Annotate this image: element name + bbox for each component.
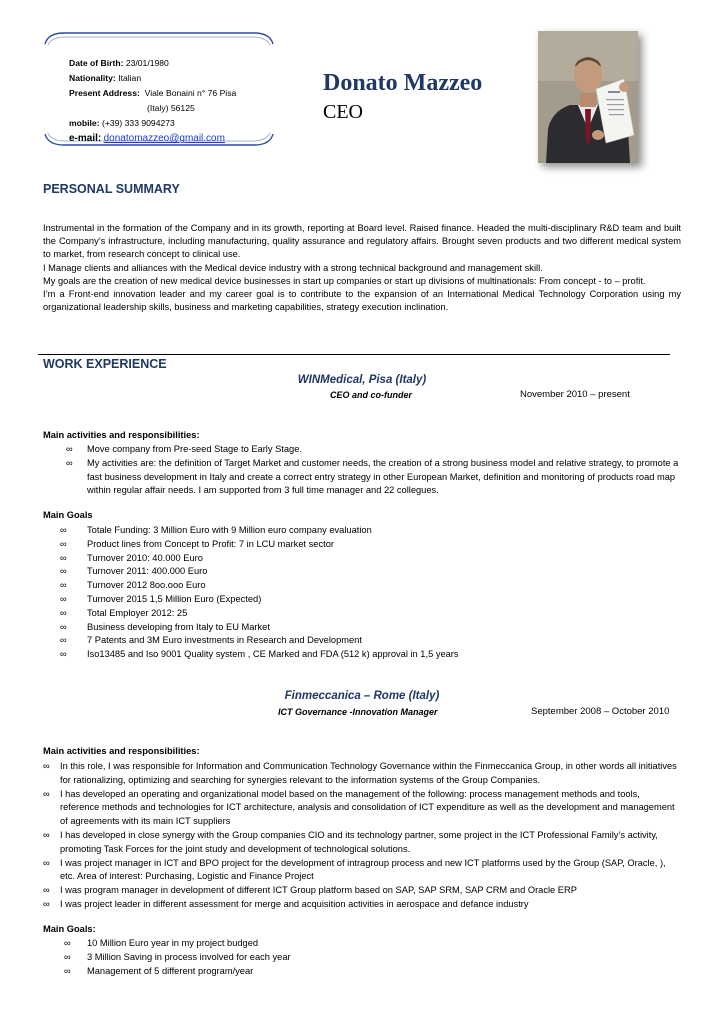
nationality-row: Nationality: Italian	[69, 73, 142, 83]
list-item: ∞ Turnover 2011: 400.000 Euro	[60, 565, 680, 579]
list-item: ∞ Turnover 2012 8oo.ooo Euro	[60, 579, 680, 593]
job1-activities-title: Main activities and responsibilities:	[43, 430, 200, 440]
infinity-bullet-icon: ∞	[43, 829, 50, 840]
list-item: ∞ 7 Patents and 3M Euro investments in Research and Development	[60, 634, 680, 648]
list-item: ∞ I was program manager in development of different ICT Group platform based on SAP, SAP SRM, SAP CRM and Oracle ERP	[43, 884, 681, 898]
list-item: ∞ Move company from Pre-seed Stage to Early Stage.	[66, 443, 681, 457]
list-item: ∞ Iso13485 and Iso 9001 Quality system , CE Marked and FDA (512 k) approval in 1,5 years	[60, 648, 680, 662]
infinity-bullet-icon: ∞	[60, 621, 67, 632]
infinity-bullet-icon: ∞	[43, 761, 50, 771]
infinity-bullet-icon: ∞	[60, 566, 67, 577]
list-item: ∞ 3 Million Saving in process involved for each year	[64, 951, 680, 965]
job1-activities-list	[66, 443, 681, 498]
infinity-bullet-icon: ∞	[60, 593, 67, 604]
job2-goals-list	[64, 937, 680, 978]
infinity-bullet-icon: ∞	[66, 444, 73, 454]
mobile-row: mobile: (+39) 333 9094273	[69, 118, 175, 128]
list-item: ∞ Totale Funding: 3 Million Euro with 9 Million euro company evaluation	[60, 524, 680, 538]
infinity-bullet-icon: ∞	[60, 649, 67, 660]
list-item: ∞ Product lines from Concept to Profit: 7 in LCU market sector	[60, 538, 680, 552]
list-item: ∞ I was project manager in ICT and BPO project for the development of intragroup process and new ICT platforms used by the Group (SAP, Oracle, ), etc. Area of interest: Purchasing, Logistic and Finance Project	[43, 857, 666, 882]
list-item: ∞ 10 Million Euro year in my project budged	[64, 937, 680, 951]
list-item: ∞ I has developed in close synergy with the Group companies CIO and its technology partner, some project in the ICT Professional Family’s activity, promoting Task Forces for the joint study and development of technological solutions.	[43, 829, 658, 854]
job1-company: WINMedical, Pisa (Italy)	[297, 374, 427, 386]
job2-goals-title: Main Goals:	[43, 924, 96, 934]
address-row-2: (Italy) 56125	[147, 103, 195, 113]
list-item: ∞ Total Employer 2012: 25	[60, 607, 680, 621]
list-item: ∞ I was project leader in different assessment for merge and acquisition activities in aerospace and defance industry	[43, 898, 681, 912]
portrait-photo	[538, 31, 638, 163]
list-item: ∞ In this role, I was responsible for Information and Communication Technology Governance within the Finmeccanica Group, in other words all initiatives for rationalizing, optimizing and searching for synergies relevant to the information systems of the Group Companies.	[43, 761, 677, 785]
person-role: CEO	[323, 101, 363, 123]
infinity-bullet-icon: ∞	[60, 580, 67, 591]
contact-box	[42, 30, 276, 148]
person-name: Donato Mazzeo	[323, 70, 483, 96]
job2-position: ICT Governance -Innovation Manager	[278, 707, 438, 717]
infinity-bullet-icon: ∞	[60, 538, 67, 549]
infinity-bullet-icon: ∞	[64, 965, 71, 976]
infinity-bullet-icon: ∞	[60, 635, 67, 646]
summary-paragraph: Instrumental in the formation of the Company and in its growth, reporting at Board level. Raised finance. Headed the multi-disciplinary R&D team and built the Company’s infrastructure, including manufacturing, quality assurance and regulatory affairs. Brought seven products and two different medical system to market, from research concept to clinical use.	[43, 223, 681, 260]
section-title-experience: WORK EXPERIENCE	[43, 357, 167, 371]
infinity-bullet-icon: ∞	[60, 607, 67, 618]
infinity-bullet-icon: ∞	[64, 951, 71, 962]
infinity-bullet-icon: ∞	[60, 552, 67, 563]
infinity-bullet-icon: ∞	[60, 525, 67, 535]
job1-goals-list	[60, 524, 680, 662]
infinity-bullet-icon: ∞	[64, 938, 71, 948]
list-item: ∞ I has developed an operating and organizational model based on the management of the following: process management methods and tools, reference methods and technologies for ICT architecture, analysis and consolidation of ICT expenditure as well as the development and management of agreements with its main ICT suppliers	[43, 788, 675, 827]
summary-paragraph: I’m a Front-end innovation leader and my career goal is to contribute to the expansion of an International Medical Technology Corporation using my organizational leadership skills, business and marketing capabilities, strategy execution inclination.	[43, 289, 681, 313]
email-link[interactable]: donatomazzeo@gmail.com	[103, 133, 225, 144]
section-divider	[38, 354, 670, 355]
infinity-bullet-icon: ∞	[43, 885, 50, 896]
list-item: ∞ Business developing from Italy to EU Market	[60, 621, 680, 635]
list-item: ∞ My activities are: the definition of Target Market and customer needs, the creation of a strong business model and relative strategy, to promote a fast business development in Italy and create a correct entry strategy in other European Market, definition and monitoring of products road map within regular affair needs. I am supported from 3 full time manager and 22 collegues.	[66, 457, 679, 496]
job1-dates: November 2010 – present	[520, 389, 630, 400]
job2-activities-title: Main activities and responsibilities:	[43, 746, 200, 756]
infinity-bullet-icon: ∞	[43, 857, 50, 868]
list-item: ∞ Turnover 2015 1,5 Million Euro (Expected)	[60, 593, 680, 607]
infinity-bullet-icon: ∞	[66, 457, 73, 468]
email-row: e-mail: donatomazzeo@gmail.com	[69, 133, 225, 144]
section-title-summary: PERSONAL SUMMARY	[43, 182, 180, 196]
job2-company: Finmeccanica – Rome (Italy)	[284, 690, 440, 702]
dob-row: Date of Birth: 23/01/1980	[69, 58, 169, 68]
job1-position: CEO and co-funder	[330, 390, 413, 400]
infinity-bullet-icon: ∞	[43, 788, 50, 799]
infinity-bullet-icon: ∞	[43, 898, 50, 909]
list-item: ∞ Management of 5 different program/year	[64, 965, 680, 979]
summary-paragraph: My goals are the creation of new medical device businesses in start up companies or start up divisions of multinationals: From concept - to – profit.	[43, 275, 646, 286]
list-item: ∞ Turnover 2010: 40.000 Euro	[60, 552, 680, 566]
job2-activities-list	[43, 760, 681, 912]
job1-goals-title: Main Goals	[43, 510, 93, 520]
summary-paragraph: I Manage clients and alliances with the Medical device industry with a strong technical background and management skill.	[43, 262, 543, 273]
address-row: Present Address: Viale Bonaini n° 76 Pisa	[69, 88, 237, 98]
summary-text	[43, 222, 681, 314]
job2-dates: September 2008 – October 2010	[531, 706, 670, 717]
